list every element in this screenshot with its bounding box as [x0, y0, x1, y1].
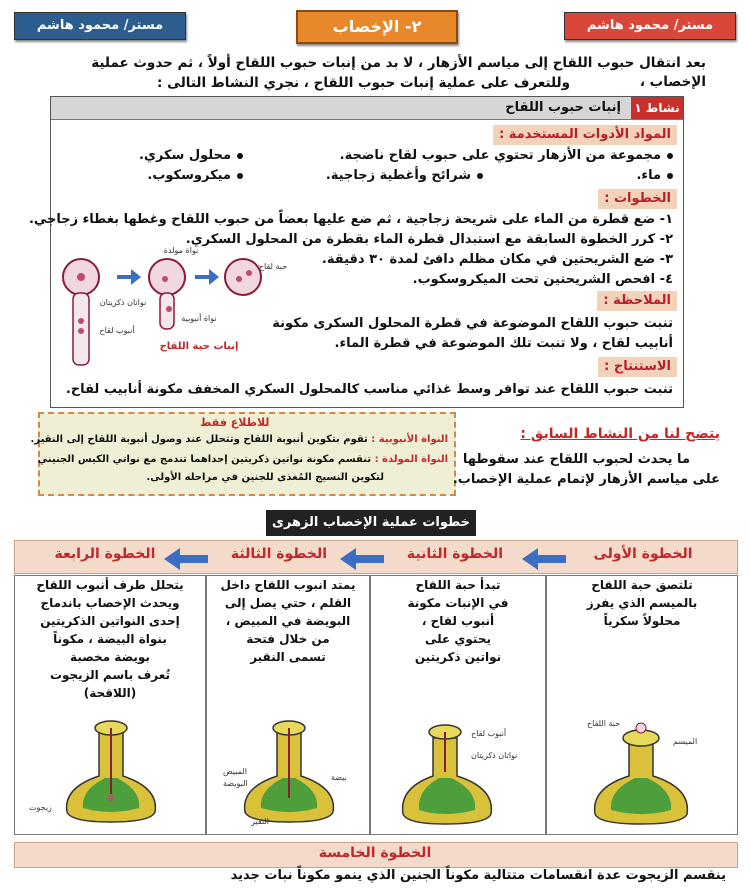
note-item-1: النواة الأنبوبية : تقوم بتكوين أنبوبة اللقاح وتتحلل عند وصول أنبوبة اللقاح إلى النقير.: [30, 434, 448, 445]
activity-number: نشاط ١: [631, 97, 683, 119]
note-item-2-cont: لتكوين النسيج المُغذى للجنين في مراحله الأولى.: [146, 472, 384, 483]
step-heading-5: الخطوة الخامسة: [318, 845, 432, 861]
pollen-germination-figure: [59, 247, 291, 377]
teacher-tag-left: مستر/ محمود هاشم: [14, 12, 186, 40]
label-egg: بيضة: [331, 773, 347, 782]
note-badge: للاطلاع فقط: [200, 416, 270, 429]
label-pollen-tube-2: أنبوب لقاح: [471, 729, 507, 738]
conclusion-text: تنبت حبوب اللقاح عند توافر وسط غذائي مناسب كالمحلول السكري المخفف مكونة أنابيب لقاح.: [65, 382, 673, 397]
material-item: محلول سكري.: [139, 147, 243, 165]
step-heading-1: الخطوة الأولى: [593, 546, 693, 562]
clarify-line-1: ما يحدث لحبوب اللقاح عند سقوطها: [462, 452, 690, 467]
intro-line-2: وللتعرف على عملية إنبات حبوب اللقاح ، نجري النشاط التالى :: [156, 75, 570, 91]
step-5-text: ينقسم الزيجوت عدة انقسامات متتالية مكوناً الجنين الذي ينمو مكوناً نبات جديد: [230, 868, 726, 883]
lesson-title: ٢- الإخصاب: [296, 10, 458, 44]
label-pollen-grain: حبة لقاح: [258, 262, 288, 271]
flower-step-1-figure: [577, 718, 707, 828]
label-pollen: حبة اللقاح: [587, 719, 621, 728]
intro-line-1: بعد انتقال حبوب اللقاح إلى مياسم الأزهار ، لا بد من إنبات حبوب اللقاح أولاً ، ثم حدوث عملية الإخصاب ،: [91, 55, 706, 90]
conclusion-heading: الاستنتاج :: [598, 357, 677, 377]
material-item: شرائح وأغطية زجاجية.: [326, 167, 483, 185]
steps-heading: الخطوات :: [598, 189, 677, 209]
step-heading-2: الخطوة الثانية: [406, 546, 504, 562]
activity-box: [28, 96, 684, 408]
label-micropyle: النقير: [251, 817, 269, 826]
clarify-line-2: على مياسم الأزهار لإتمام عملية الإخصاب.: [452, 472, 720, 487]
process-title: خطوات عملية الإخصاب الزهرى: [266, 510, 476, 536]
note-item-2: النواة المولدة : تنقسم مكونة نواتين ذكريتين إحداهما تندمج مع نواتي الكيس الجنيني: [37, 454, 448, 465]
figure-caption: إنبات حبة اللقاح: [159, 341, 239, 352]
teacher-tag-right: مستر/ محمود هاشم: [564, 12, 736, 40]
flower-step-4-figure: [29, 718, 199, 828]
flower-step-2-figure: [391, 718, 531, 828]
material-item: ماء.: [636, 167, 673, 185]
activity-header-bar: [51, 97, 683, 120]
step-item: ١- ضع قطرة من الماء على شريحة زجاجية ، ثم ضع عليها بعضاً من حبوب اللقاح وغطها بغطاء زجاجي.: [28, 212, 673, 227]
label-zygote: زيجوت: [29, 803, 52, 812]
activity-title: إنبات حبوب اللقاح: [505, 100, 621, 115]
step-column-4: يتحلل طرف أنبوب اللقاح ويحدث الإخصاب باندماج إحدى النواتين الذكريتين بنواة البيضة ، مكوناً بويضة مخصبة تُعرف باسم الزيجوت (اللاقحة) زيجوت: [14, 575, 206, 835]
observation-line: تنبت حبوب اللقاح الموضوعة في قطرة المحلول السكرى مكونة: [272, 316, 673, 331]
note-box: [30, 412, 456, 496]
step-column-3: يمتد انبوب اللقاح داخل القلم ، حتي يصل إلى البويضة في المبيض ، من خلال فتحة تسمى النقير المبيض البويضة بيضة النقير: [206, 575, 370, 835]
label-stigma: الميسم: [673, 737, 698, 746]
step-item: ٤- افحص الشريحتين تحت الميكروسكوب.: [412, 272, 673, 287]
step-column-2: تبدأ حبة اللقاح في الإنبات مكونة أنبوب لقاح ، يحتوي على نواتين ذكريتين أنبوب لقاح نواتان ذكريتان: [370, 575, 546, 835]
clarify-heading: يتضح لنا من النشاط السابق :: [520, 426, 720, 442]
step-column-1: تلتصق حبة اللقاح بالميسم الذي يفرز محلولاً سكرياً حبة اللقاح الميسم: [546, 575, 738, 835]
observation-heading: الملاحظة :: [597, 291, 677, 311]
step-heading-3: الخطوة الثالثة: [230, 546, 328, 562]
label-generative-nucleus: نواة مولدة: [163, 247, 199, 255]
material-item: ميكروسكوب.: [147, 167, 243, 185]
arrow-left-icon: [522, 548, 566, 570]
step-heading-4: الخطوة الرابعة: [54, 546, 156, 562]
label-ovary: المبيض: [223, 767, 247, 776]
label-tube-nucleus: نواة أنبوبية: [181, 314, 217, 323]
flower-step-3-figure: [221, 718, 361, 828]
label-sperm-nuclei: نواتان ذكريتان: [99, 298, 147, 307]
arrow-left-icon: [164, 548, 208, 570]
label-sperm-nuclei-2: نواتان ذكريتان: [471, 751, 518, 760]
materials-heading: المواد الأدوات المستخدمة :: [493, 125, 677, 145]
label-pollen-tube: أنبوب لقاح: [99, 326, 135, 335]
label-ovule: البويضة: [223, 779, 248, 788]
observation-line: أنابيب لقاح ، ولا تنبت تلك الموضوعة في قطرة الماء.: [334, 336, 673, 351]
step-item: ٣- ضع الشريحتين في مكان مظلم دافئ لمدة ٣٠ دقيقة.: [321, 252, 673, 267]
material-item: مجموعة من الأزهار تحتوي على حبوب لقاح ناضجة.: [340, 147, 673, 165]
step-item: ٢- كرر الخطوة السابقة مع استبدال قطرة الماء بقطرة من المحلول السكري.: [185, 232, 673, 247]
arrow-left-icon: [340, 548, 384, 570]
